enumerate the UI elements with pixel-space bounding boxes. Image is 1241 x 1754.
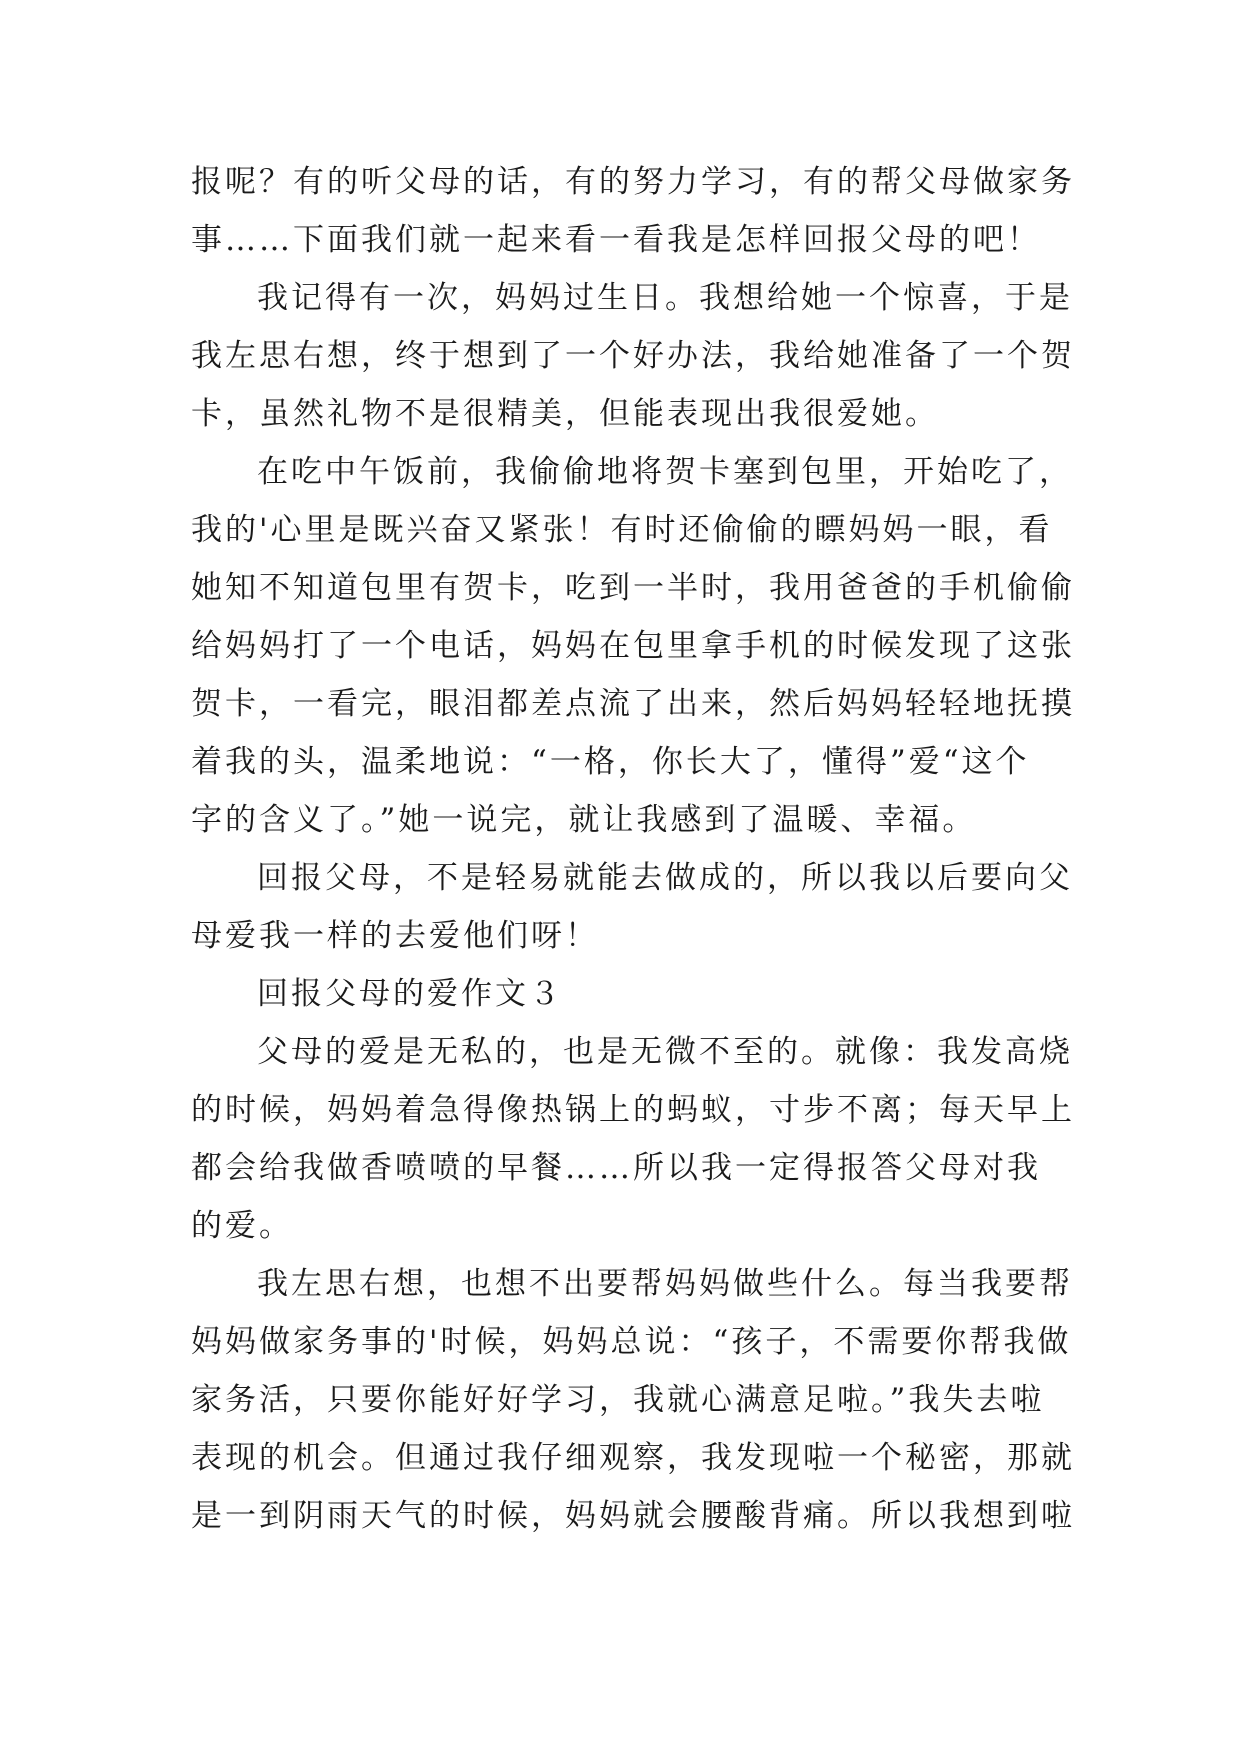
text-line: 妈妈做家务事的'时候，妈妈总说：“孩子，不需要你帮我做: [191, 1324, 1072, 1360]
text-line: 家务活，只要你能好好学习，我就心满意足啦。”我失去啦: [191, 1382, 1045, 1418]
text-line: 回报父母，不是轻易就能去做成的，所以我以后要向父: [257, 860, 1073, 896]
text-line: 我记得有一次，妈妈过生日。我想给她一个惊喜，于是: [257, 280, 1073, 316]
text-line: 我左思右想，终于想到了一个好办法，我给她准备了一个贺: [191, 338, 1075, 374]
text-line: 字的含义了。”她一说完，就让我感到了温暖、幸福。: [191, 802, 977, 838]
text-line: 的爱。: [191, 1208, 293, 1244]
text-line: 是一到阴雨天气的时候，妈妈就会腰酸背痛。所以我想到啦: [191, 1498, 1075, 1534]
text-line: 我左思右想，也想不出要帮妈妈做些什么。每当我要帮: [257, 1266, 1073, 1302]
text-line: 我的'心里是既兴奋又紧张！有时还偷偷的瞟妈妈一眼，看: [191, 512, 1053, 548]
text-line: 贺卡，一看完，眼泪都差点流了出来，然后妈妈轻轻地抚摸: [191, 686, 1075, 722]
text-line: 着我的头，温柔地说：“一格，你长大了，懂得”爱“这个: [191, 744, 1030, 780]
text-line: 都会给我做香喷喷的早餐……所以我一定得报答父母对我: [191, 1150, 1041, 1186]
text-line: 父母的爱是无私的，也是无微不至的。就像：我发高烧: [257, 1034, 1073, 1070]
text-line: 事……下面我们就一起来看一看我是怎样回报父母的吧！: [191, 222, 1041, 258]
section-heading: 回报父母的爱作文３: [257, 976, 563, 1012]
text-line: 她知不知道包里有贺卡，吃到一半时，我用爸爸的手机偷偷: [191, 570, 1075, 606]
text-line: 在吃中午饭前，我偷偷地将贺卡塞到包里，开始吃了，: [257, 454, 1073, 490]
text-line: 表现的机会。但通过我仔细观察，我发现啦一个秘密，那就: [191, 1440, 1075, 1476]
text-line: 母爱我一样的去爱他们呀！: [191, 918, 599, 954]
text-line: 给妈妈打了一个电话，妈妈在包里拿手机的时候发现了这张: [191, 628, 1075, 664]
document-body: [191, 153, 1075, 1545]
text-line: 报呢？有的听父母的话，有的努力学习，有的帮父母做家务: [191, 164, 1075, 200]
text-line: 卡，虽然礼物不是很精美，但能表现出我很爱她。: [191, 396, 939, 432]
text-line: 的时候，妈妈着急得像热锅上的蚂蚁，寸步不离；每天早上: [191, 1092, 1075, 1128]
